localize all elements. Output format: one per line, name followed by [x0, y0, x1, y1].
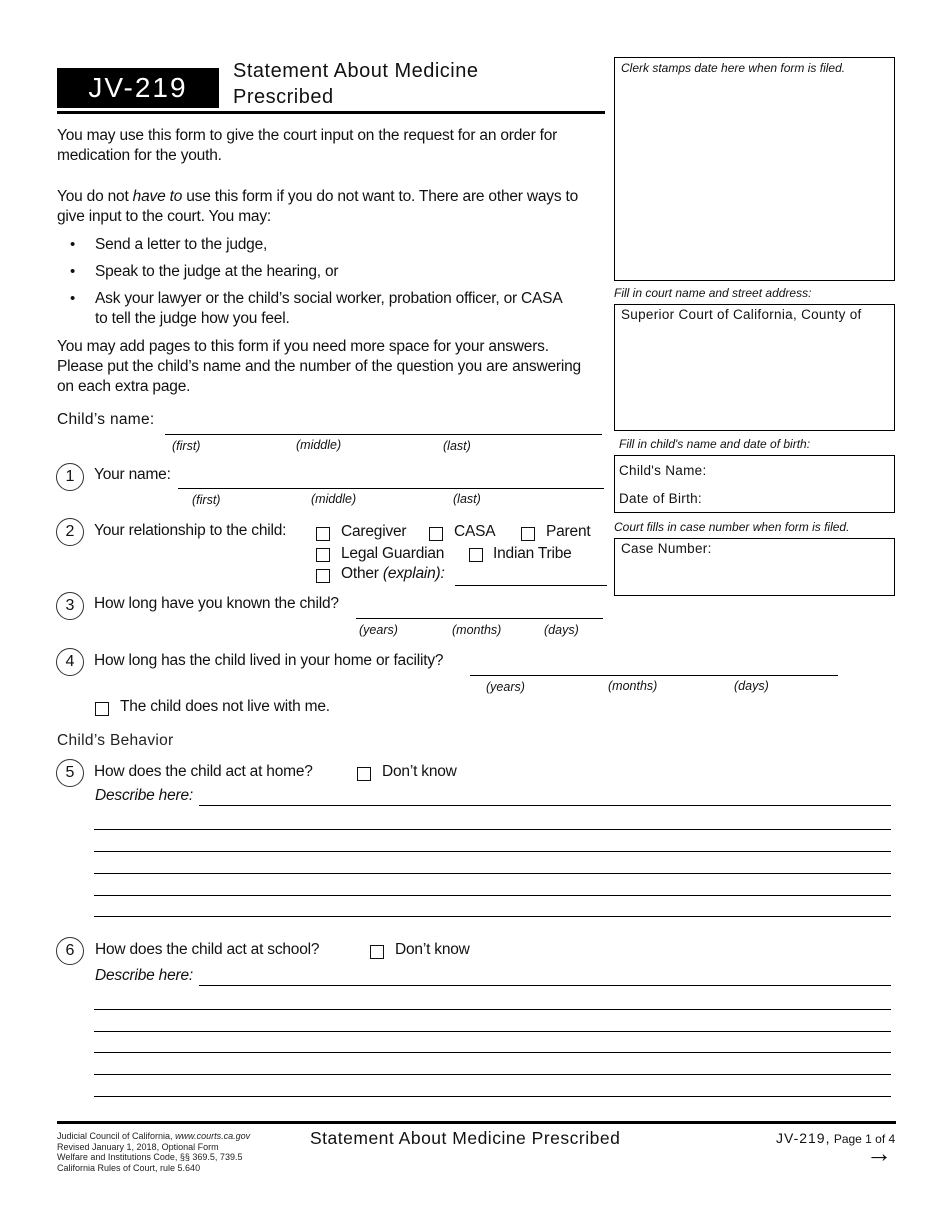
child-name-input-line[interactable]: [165, 434, 602, 435]
lived-in-home-label: How long has the child lived in your home or facility?: [94, 652, 444, 669]
known-child-input-line[interactable]: [356, 618, 603, 619]
lived-in-home-input-line[interactable]: [470, 675, 838, 676]
footer-form-title: Statement About Medicine Prescribed: [310, 1128, 621, 1148]
describe-school-label: Describe here:: [95, 967, 193, 984]
intro-paragraph-1: You may use this form to give the court input on the request for an order for medication for the youth.: [57, 127, 558, 164]
question-5-number: 5: [56, 759, 84, 787]
not-live-with-me-checkbox[interactable]: [95, 702, 109, 716]
home-description-line[interactable]: [94, 873, 891, 874]
known-child-label: How long have you known the child?: [94, 595, 339, 612]
legal-guardian-checkbox[interactable]: [316, 548, 330, 562]
casa-checkbox[interactable]: [429, 527, 443, 541]
question-2-number: 2: [56, 518, 84, 546]
act-at-home-label: How does the child act at home?: [94, 763, 313, 780]
school-description-line[interactable]: [199, 985, 891, 986]
school-description-line[interactable]: [94, 1052, 891, 1053]
header-rule: [57, 111, 605, 114]
your-name-input-line[interactable]: [178, 488, 604, 489]
home-description-line[interactable]: [94, 916, 891, 917]
footer-legal-citations: Judicial Council of California, www.courts.ca.gov Revised January 1, 2018, Optional Form Welfare and Institutions Code, §§ 369.5, 739.5 California Rules of Court, rule 5.640: [57, 1131, 251, 1173]
home-description-line[interactable]: [94, 829, 891, 830]
footer-rule: [57, 1121, 896, 1124]
case-number-caption: Court fills in case number when form is filed.: [614, 520, 850, 534]
bullet-1: Send a letter to the judge,: [95, 236, 268, 253]
caregiver-checkbox[interactable]: [316, 527, 330, 541]
school-description-line[interactable]: [94, 1009, 891, 1010]
intro-paragraph-3: You may add pages to this form if you need more space for your answers. Please put the child’s name and the number of the question you are answering on each extra page.: [57, 338, 581, 395]
home-dont-know-checkbox[interactable]: [357, 767, 371, 781]
school-description-line[interactable]: [94, 1074, 891, 1075]
home-description-line[interactable]: [94, 895, 891, 896]
your-name-label: Your name:: [94, 466, 171, 483]
question-6-number: 6: [56, 937, 84, 965]
relationship-label: Your relationship to the child:: [94, 522, 287, 539]
footer-page-info: JV-219, Page 1 of 4: [776, 1130, 896, 1146]
child-name-label: Child’s name:: [57, 411, 155, 428]
home-description-line[interactable]: [94, 851, 891, 852]
next-page-arrow-icon[interactable]: →: [866, 1138, 892, 1168]
question-3-number: 3: [56, 592, 84, 620]
describe-home-label: Describe here:: [95, 787, 193, 804]
indian-tribe-checkbox[interactable]: [469, 548, 483, 562]
case-number-box[interactable]: Case Number:: [614, 538, 895, 596]
school-description-line[interactable]: [94, 1096, 891, 1097]
bullet-3: Ask your lawyer or the child’s social worker, probation officer, or CASA to tell the judge how you feel.: [95, 290, 563, 327]
act-at-school-label: How does the child act at school?: [95, 941, 320, 958]
court-address-box[interactable]: Superior Court of California, County of: [614, 304, 895, 431]
other-explain-input-line[interactable]: [455, 585, 607, 586]
court-address-caption: Fill in court name and street address:: [614, 286, 812, 300]
form-title: Statement About Medicine Prescribed: [233, 60, 479, 108]
clerk-stamp-box: Clerk stamps date here when form is filed.: [614, 57, 895, 281]
bullet-2: Speak to the judge at the hearing, or: [95, 263, 339, 280]
child-info-box[interactable]: Child's Name: Date of Birth:: [614, 455, 895, 513]
intro-paragraph-2: You do not have to use this form if you do not want to. There are other ways to give input to the court. You may:: [57, 188, 579, 225]
question-4-number: 4: [56, 648, 84, 676]
home-description-line[interactable]: [199, 805, 891, 806]
school-description-line[interactable]: [94, 1031, 891, 1032]
child-info-caption: Fill in child's name and date of birth:: [619, 437, 811, 451]
other-checkbox[interactable]: [316, 569, 330, 583]
school-dont-know-checkbox[interactable]: [370, 945, 384, 959]
parent-checkbox[interactable]: [521, 527, 535, 541]
question-1-number: 1: [56, 463, 84, 491]
section-heading-behavior: Child’s Behavior: [57, 732, 174, 749]
form-id-badge: JV-219: [57, 68, 219, 108]
